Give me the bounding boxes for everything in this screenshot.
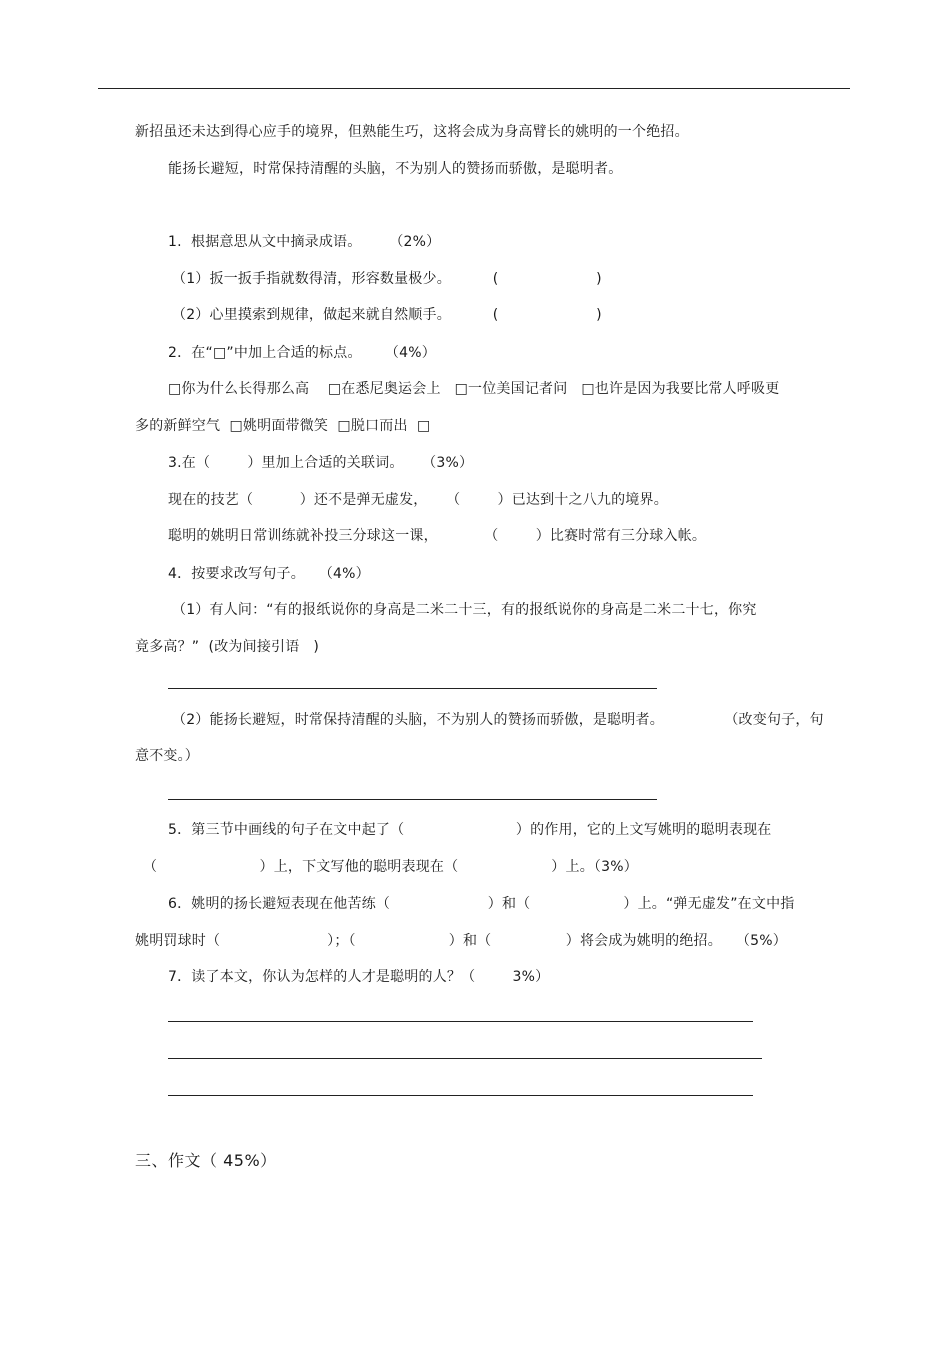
question-4-title: 4．按要求改写句子。 （4%） — [168, 566, 370, 582]
header-rule — [98, 88, 850, 89]
question-3-line-2: 聪明的姚明日常训练就补投三分球这一课， （ ）比赛时常有三分球入帐。 — [168, 528, 707, 544]
question-1-title: 1. 根据意思从文中摘录成语。 （2%） — [168, 234, 441, 250]
question-4-item-2-line-2: 意不变。） — [135, 748, 199, 764]
question-3-title: 3.在（ ）里加上合适的关联词。 （3%） — [168, 455, 474, 471]
answer-line-7-2 — [168, 1058, 762, 1059]
question-5-line-1: 5．第三节中画线的句子在文中起了（ ）的作用，它的上文写姚明的聪明表现在 — [168, 822, 772, 838]
question-2-title: 2．在“□”中加上合适的标点。 （4%） — [168, 345, 436, 361]
answer-line-4-2 — [168, 799, 657, 800]
question-7-title: 7．读了本文，你认为怎样的人才是聪明的人？（ 3%） — [168, 969, 550, 985]
question-2-line-2: 多的新鲜空气 □姚明面带微笑 □脱口而出 □ — [135, 418, 431, 434]
question-1-item-2: （2）心里摸索到规律，做起来就自然顺手。 ( ) — [172, 307, 602, 323]
answer-line-4-1 — [168, 688, 657, 689]
passage-line-1: 新招虽还未达到得心应手的境界，但熟能生巧，这将会成为身高臂长的姚明的一个绝招。 — [135, 124, 689, 140]
question-1-item-1: （1）扳一扳手指就数得清，形容数量极少。 ( ) — [172, 271, 602, 287]
question-5-line-2: （ ）上，下文写他的聪明表现在（ ）上。（3%） — [143, 859, 638, 875]
question-6-line-2: 姚明罚球时（ ）；（ ）和（ ）将会成为姚明的绝招。 （5%） — [135, 933, 787, 949]
question-3-line-1: 现在的技艺（ ）还不是弹无虚发， （ ）已达到十之八九的境界。 — [168, 492, 668, 508]
question-4-item-1-line-1: （1）有人问：“有的报纸说你的身高是二米二十三，有的报纸说你的身高是二米二十七，你究 — [172, 602, 757, 618]
passage-line-2: 能扬长避短，时常保持清醒的头脑，不为别人的赞扬而骄傲，是聪明者。 — [168, 161, 623, 177]
question-6-line-1: 6．姚明的扬长避短表现在他苦练（ ）和（ ）上。“弹无虚发”在文中指 — [168, 896, 795, 912]
answer-line-7-1 — [168, 1021, 753, 1022]
answer-line-7-3 — [168, 1095, 753, 1096]
section-3-title: 三、作文（ 45%） — [135, 1151, 277, 1170]
question-4-item-1-line-2: 竟多高？” (改为间接引语 ) — [135, 639, 320, 655]
question-2-line-1: □你为什么长得那么高 □在悉尼奥运会上 □一位美国记者问 □也许是因为我要比常人呼吸更 — [168, 381, 780, 397]
question-4-item-2-line-1: （2）能扬长避短，时常保持清醒的头脑，不为别人的赞扬而骄傲，是聪明者。 （改变句子，句 — [172, 712, 824, 728]
